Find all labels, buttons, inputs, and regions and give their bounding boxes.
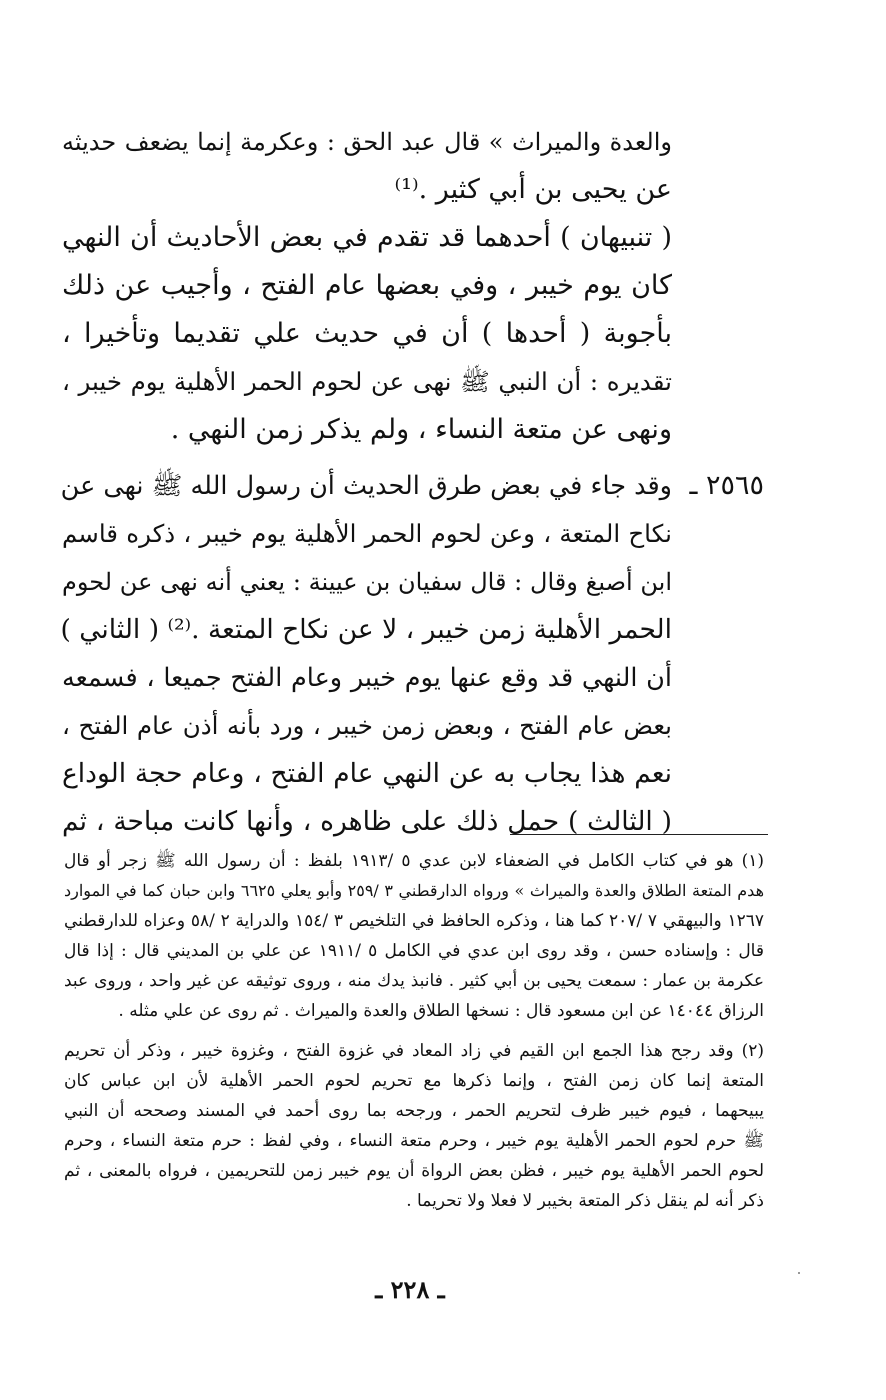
- footnote-line: (١) هو في كتاب الكامل في الضعفاء لابن عدي ٥ /١٩١٣ بلفظ : أن رسول الله ﷺ زجر أو قال: [64, 851, 764, 871]
- main-text-line: ( تنبيهان ) أحدهما قد تقدم في بعض الأحاديث أن النهي: [62, 222, 672, 253]
- footnote-line: ﷺ حرم لحوم الحمر الأهلية يوم خيبر ، وحرم متعة النساء ، وفي لفظ : حرم متعة النساء ، وحرم: [64, 1131, 764, 1151]
- entry-text-line: نعم هذا يجاب به عن النهي عام الفتح ، وعام حجة الوداع: [62, 758, 672, 789]
- footnote-line: عكرمة بن عمار : سمعت يحيى بن أبي كثير . فانبذ يدك منه ، وروى توثيقه عن غير واحد ، وروى عبد: [64, 971, 764, 991]
- footnote-line: قال : وإسناده حسن ، وقد روى ابن عدي في الكامل ٥ /١٩١١ عن علي بن المديني قال : إذا قال: [64, 941, 764, 961]
- entry-text-line: ( الثالث ) حمل ذلك على ظاهره ، وأنها كانت مباحة ، ثم: [62, 806, 672, 837]
- main-text-line: تقديره : أن النبي ﷺ نهى عن لحوم الحمر الأهلية يوم خيبر ،: [62, 367, 672, 396]
- footnote-line: لحوم الحمر الأهلية يوم خيبر ، فظن بعض الرواة أن يوم خيبر زمن للتحريمين ، فرواه بالمعنى ، ثم: [64, 1161, 764, 1181]
- footnote-separator: [510, 834, 768, 835]
- entry-text-line: وقد جاء في بعض طرق الحديث أن رسول الله ﷺ نهى عن: [60, 471, 672, 501]
- main-text-line: عن يحيى بن أبي كثير .⁽¹⁾: [394, 174, 672, 205]
- scan-speck: [798, 1272, 800, 1274]
- footnote-line: المتعة إنما كان زمن الفتح ، وإنما ذكرها مع تحريم لحوم الحمر الأهلية لأن ابن عباس كان: [64, 1071, 764, 1091]
- main-text-line: والعدة والميراث » قال عبد الحق : وعكرمة إنما يضعف حديثه: [62, 128, 672, 156]
- main-text-line: كان يوم خيبر ، وفي بعضها عام الفتح ، وأجيب عن ذلك: [62, 270, 672, 301]
- entry-text-line: ابن أصبغ وقال : قال سفيان بن عيينة : يعني أنه نهى عن لحوم: [62, 568, 672, 596]
- entry-text-line: أن النهي قد وقع عنها يوم خيبر وعام الفتح جميعا ، فسمعه: [62, 663, 672, 693]
- footnote-line: ذكر أنه لم ينقل ذكر المتعة بخيبر لا فعلا ولا تحريما .: [406, 1191, 764, 1211]
- main-text-line: بأجوبة ( أحدها ) أن في حديث علي تقديما وتأخيرا ،: [62, 318, 672, 349]
- page-number: ـ ٢٢٨ ـ: [375, 1275, 445, 1304]
- entry-text-line: نكاح المتعة ، وعن لحوم الحمر الأهلية يوم خيبر ، ذكره قاسم: [62, 519, 672, 548]
- entry-text-line: بعض عام الفتح ، وبعض زمن خيبر ، ورد بأنه أذن عام الفتح ،: [62, 711, 672, 740]
- entry-number: ٢٥٦٥ ـ: [689, 470, 764, 501]
- footnote-line: ١٢٦٧ والبيهقي ٧ /٢٠٧ كما هنا ، وذكره الحافظ في التلخيص ٣ /١٥٤ والدراية ٢ /٥٨ وعزاه للدارقطني: [64, 911, 764, 931]
- footnote-line: يبيحهما ، فيوم خيبر ظرف لتحريم الحمر ، ورجحه بما روى أحمد في المسند وصححه أن النبي: [64, 1101, 764, 1121]
- footnote-line: (٢) وقد رجح هذا الجمع ابن القيم في زاد المعاد في غزوة الفتح ، وغزوة خيبر ، وذكر أن تحريم: [64, 1041, 764, 1061]
- entry-text-line: الحمر الأهلية زمن خيبر ، لا عن نكاح المتعة .⁽²⁾ ( الثاني ): [60, 614, 672, 645]
- footnote-line: الرزاق ١٤٠٤٤ عن ابن مسعود قال : نسخها الطلاق والعدة والميراث . ثم روى عن علي مثله .: [118, 1001, 764, 1021]
- main-text-line: ونهى عن متعة النساء ، ولم يذكر زمن النهي .: [170, 414, 672, 445]
- footnote-line: هدم المتعة الطلاق والعدة والميراث » ورواه الدارقطني ٣ /٢٥٩ وأبو يعلي ٦٦٢٥ وابن حبان كما في الموارد: [64, 881, 765, 900]
